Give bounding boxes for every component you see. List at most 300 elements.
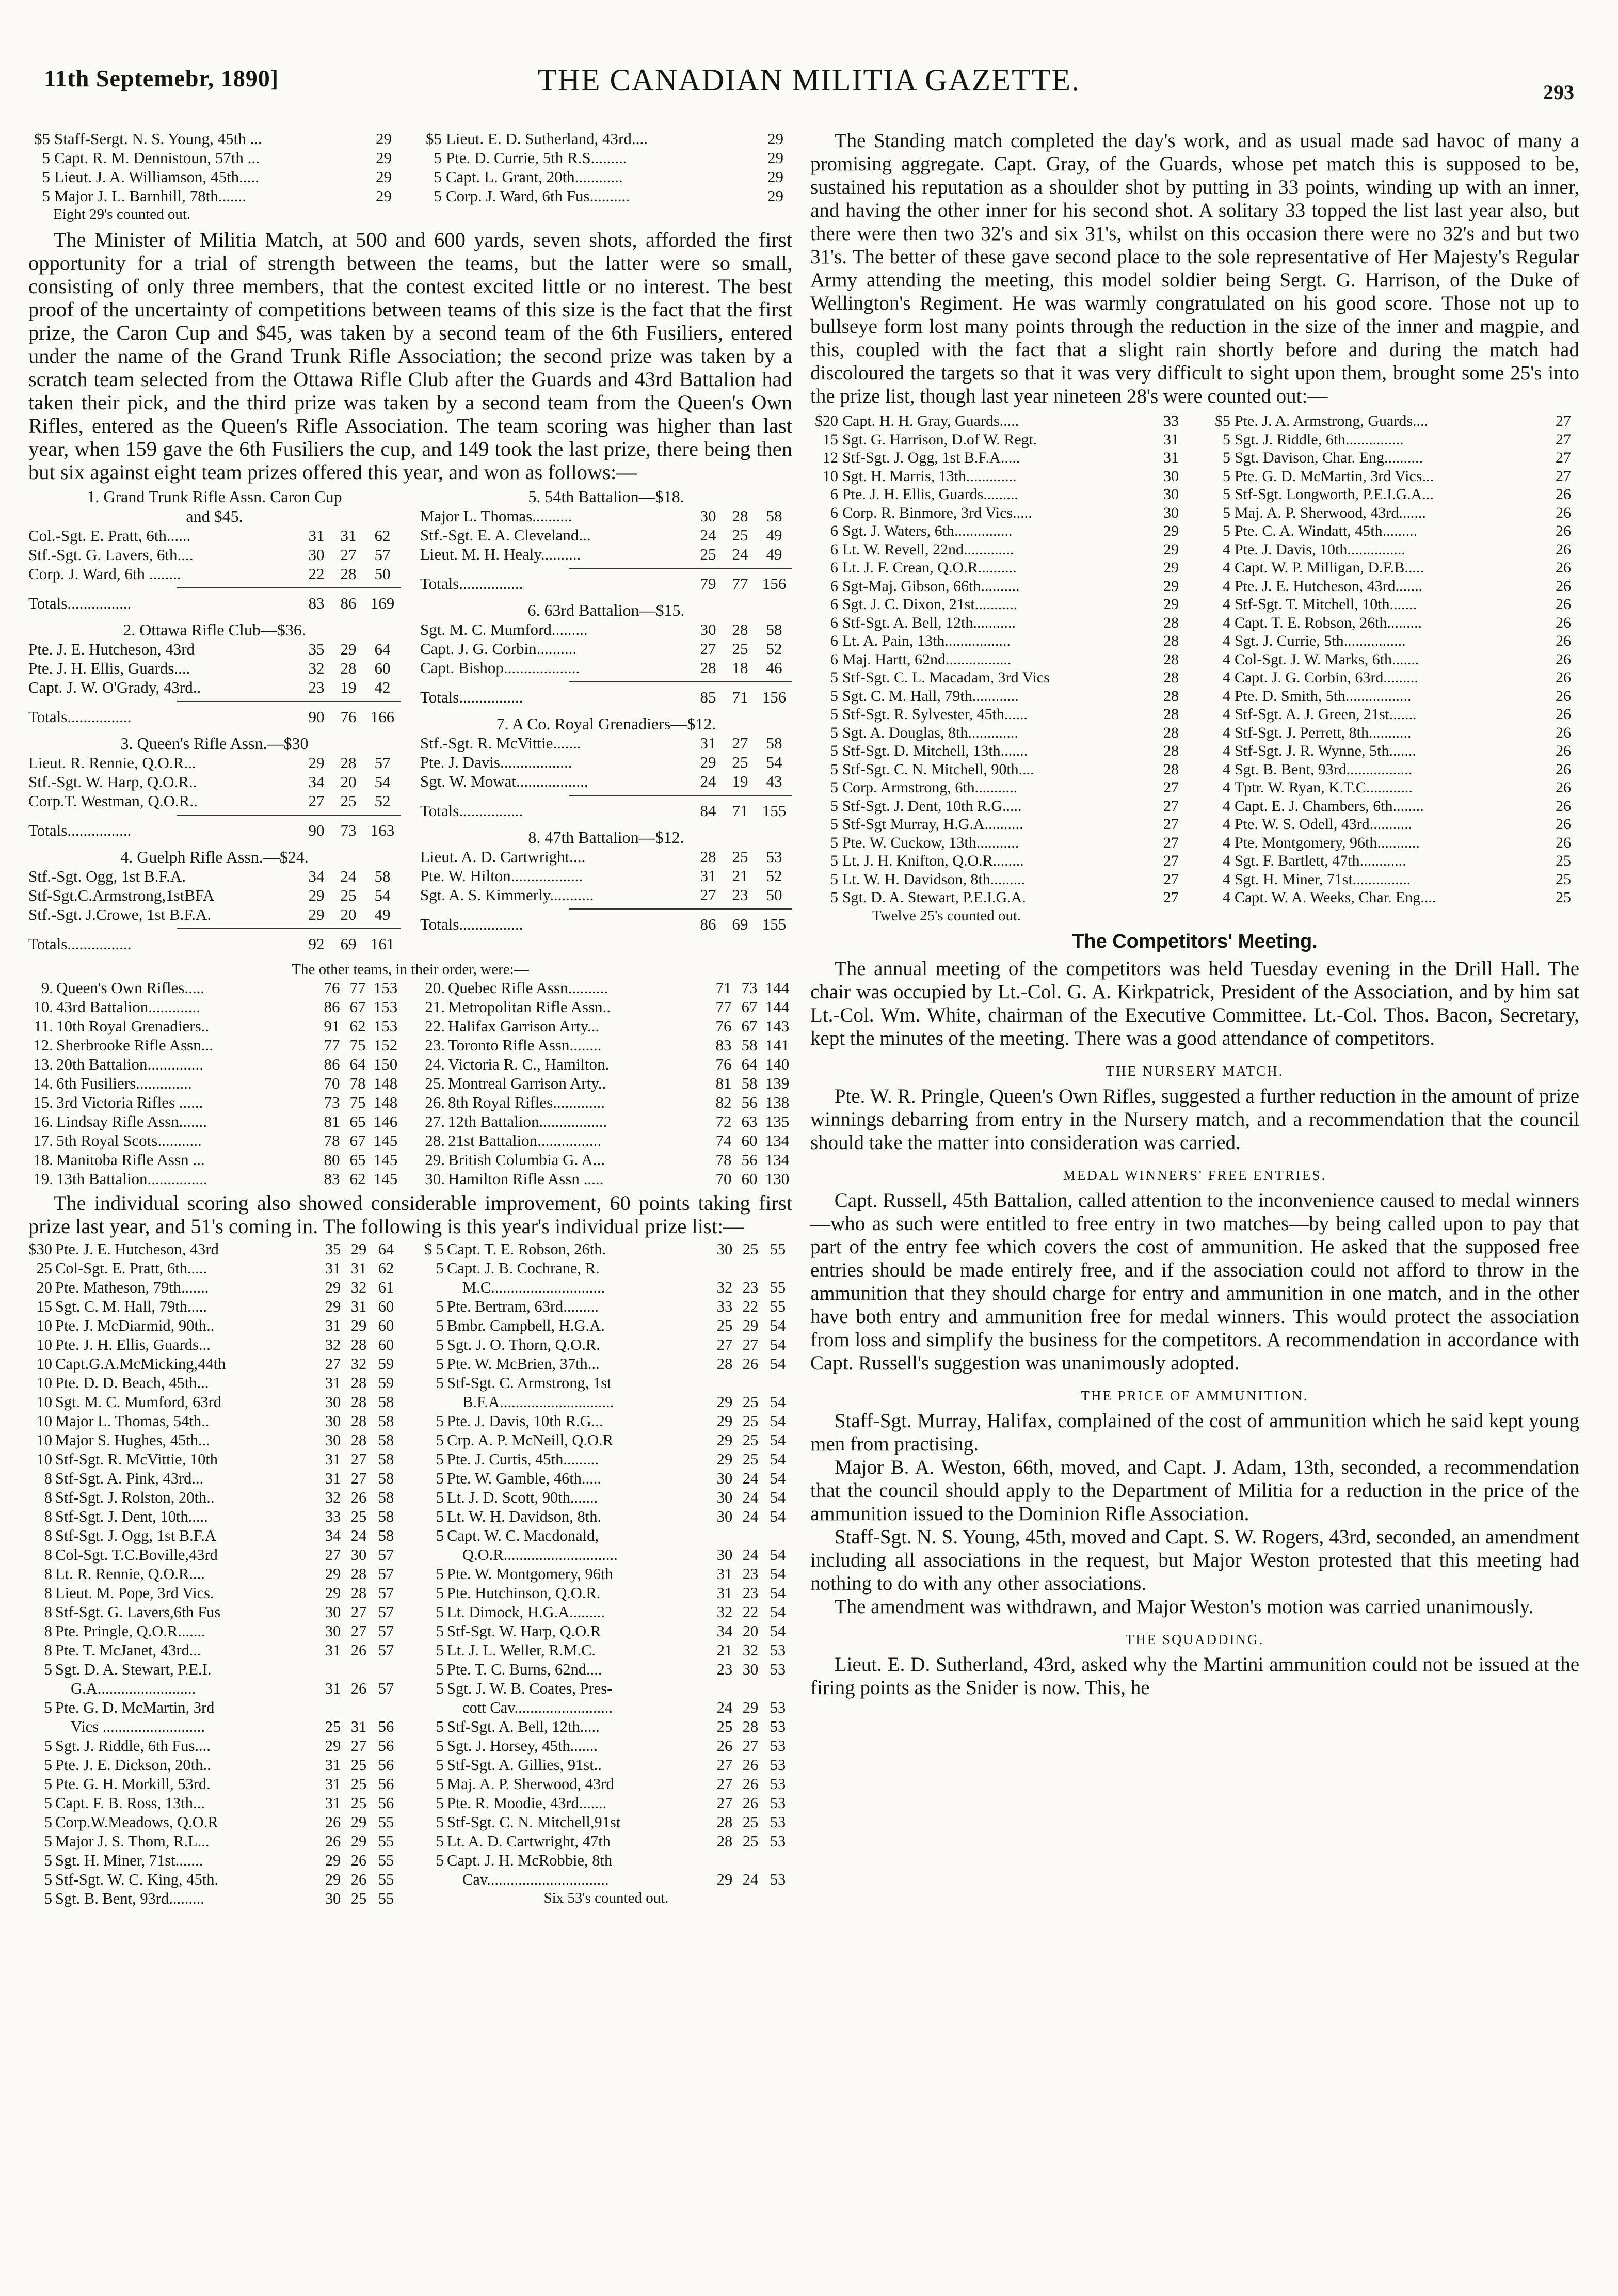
score-600: 24 xyxy=(742,1546,759,1564)
score-500: 27 xyxy=(700,640,716,658)
team-member-row xyxy=(420,885,792,904)
team-results-right xyxy=(420,487,792,961)
score-600: 25 xyxy=(732,526,748,544)
prize-row xyxy=(28,186,401,205)
score-600: 25 xyxy=(742,1813,759,1831)
score-500: 71 xyxy=(715,979,732,997)
score-total: 54 xyxy=(770,1622,786,1640)
standing-prize-row xyxy=(1203,595,1579,614)
score-500: 30 xyxy=(716,1546,733,1564)
competitor-name: Lt. J. D. Scott, 90th....... xyxy=(447,1489,598,1506)
prize-amount xyxy=(420,1278,447,1297)
score-total: 56 xyxy=(378,1794,394,1812)
team-rank: 20. xyxy=(425,979,445,997)
score-500: 30 xyxy=(700,620,716,639)
member-name: Lieut. R. Rennie, Q.O.R... xyxy=(28,754,196,772)
competitor-name: Corp. R. Binmore, 3rd Vics..... xyxy=(842,504,1032,521)
score-total: 54 xyxy=(770,1584,786,1602)
score-600: 31 xyxy=(350,1298,367,1315)
individual-prize-row xyxy=(28,1851,401,1870)
individual-prize-row xyxy=(420,1851,792,1870)
team-member-row xyxy=(28,640,401,659)
score-total: 64 xyxy=(378,1240,394,1258)
team-member-row xyxy=(420,525,792,545)
score-500: 29 xyxy=(716,1871,733,1888)
prize-amount: 4 xyxy=(1223,816,1230,833)
team-title: 2. Ottawa Rifle Club—$36. xyxy=(123,620,306,639)
score-total: 49 xyxy=(766,545,782,563)
individual-prize-row xyxy=(28,1736,401,1756)
score-total: 55 xyxy=(378,1852,394,1869)
score-600: 28 xyxy=(350,1584,367,1602)
score-500: 31 xyxy=(325,1794,341,1812)
score-500: 91 xyxy=(324,1017,340,1035)
score-600: 25 xyxy=(350,1775,367,1793)
score: 26 xyxy=(1556,650,1571,668)
prize-amount: 5 xyxy=(436,1775,444,1793)
competitor-name: Pte. J. E. Dickson, 20th.. xyxy=(55,1756,211,1774)
score-600: 31 xyxy=(350,1259,367,1277)
competitor-name: Lt. A. Pain, 13th................. xyxy=(842,632,1011,649)
score-600: 58 xyxy=(741,1036,758,1054)
score-total: 52 xyxy=(374,792,391,810)
standing-match-paragraph: The Standing match completed the day's work, and as usual made sad havoc of many a promising aggregate. Capt. Gray, of the Guards, whose pet match this is supposed to be, sustained his reputation as a shoulder shot by putting in 33 points, winding up with an inner, and having the other inner for his second shot. A solitary 33 topped the list last year also, but there were then two 32's and six 31's, whilst on this occasion there were no 32's and but two 31's. The better of these gave second place to the sole representative of Her Majesty's Regular Army attending the meeting, this model soldier being Sergt. G. Harrison, of the Duke of Wellington's Regiment. He was warmly congratulated on his good score. Those not up to bullseye form lost many points through the reduction in the size of the inner and magpie, and this, coupled with the fact that a slight rain shortly before and during the match had discoloured the targets so that it was very difficult to sight upon them, brought some 25's into the prize list, though last year nineteen 28's were counted out:— xyxy=(810,130,1579,407)
score-total: 53 xyxy=(770,1832,786,1850)
score-600: 27 xyxy=(742,1737,759,1755)
score-500: 29 xyxy=(325,1852,341,1869)
competitor-name: M.C............................. xyxy=(462,1279,605,1296)
score: 26 xyxy=(1556,596,1571,613)
competitor-name: Cav............................... xyxy=(462,1871,609,1888)
individual-prize-row xyxy=(28,1393,401,1412)
prize-amount: 6 xyxy=(830,596,838,613)
score: 29 xyxy=(767,130,783,148)
score-500: 80 xyxy=(324,1151,340,1169)
team-rank: 16. xyxy=(33,1112,53,1130)
prize-amount: $ 5 xyxy=(424,1240,444,1258)
score-500: 31 xyxy=(325,1470,341,1487)
prize-amount: 10 xyxy=(36,1450,52,1468)
competitor-name: Sgt. J. Riddle, 6th............... xyxy=(1235,430,1404,448)
totals-rule xyxy=(569,908,792,910)
score-500: 82 xyxy=(715,1093,732,1111)
standing-prize-row xyxy=(1203,650,1579,669)
score-500: 29 xyxy=(325,1298,341,1315)
individual-prize-row xyxy=(28,1450,401,1469)
score-total: 57 xyxy=(374,546,391,564)
team-member-row xyxy=(28,659,401,678)
standing-prize-row xyxy=(810,485,1187,504)
total-600: 73 xyxy=(340,821,357,839)
prize-amount: 10 xyxy=(36,1355,52,1373)
team-member-row xyxy=(420,734,792,753)
individual-prize-row xyxy=(28,1526,401,1545)
score-500: 30 xyxy=(716,1508,733,1525)
individual-prize-row xyxy=(28,1469,401,1488)
competitor-name: Pte. J. H. Ellis, Guards......... xyxy=(842,486,1018,503)
team-rank: 11. xyxy=(34,1017,53,1035)
score-600 xyxy=(346,1698,372,1717)
prize-amount: 5 xyxy=(436,1661,444,1678)
total-500: 79 xyxy=(700,575,716,593)
competitor-name: Pte. G. H. Morkill, 53rd. xyxy=(55,1775,211,1793)
prize-amount: 6 xyxy=(830,504,838,521)
top-prize-list-right xyxy=(420,129,792,205)
prize-amount: $5 xyxy=(426,130,442,148)
team-title: 1. Grand Trunk Rifle Assn. Caron Cup xyxy=(87,487,342,506)
score-500: 23 xyxy=(716,1661,733,1678)
competitor-name: Capt. W. A. Weeks, Char. Eng.... xyxy=(1235,889,1436,906)
score-600: 29 xyxy=(340,640,357,658)
score-500: 28 xyxy=(716,1832,733,1850)
member-name: Stf.-Sgt. R. McVittie....... xyxy=(420,734,581,752)
score-600: 27 xyxy=(340,546,357,564)
score-600: 25 xyxy=(732,848,748,866)
team-standing-row xyxy=(420,1150,792,1169)
team-name: 12th Battalion................. xyxy=(448,1112,607,1130)
score-total: 54 xyxy=(770,1603,786,1621)
other-teams-table xyxy=(28,978,792,1188)
team-block xyxy=(28,847,401,953)
score-total: 54 xyxy=(770,1489,786,1506)
individual-prize-row xyxy=(28,1641,401,1660)
competitor-name: Corp.W.Meadows, Q.O.R xyxy=(55,1813,218,1831)
score-500: 25 xyxy=(716,1718,733,1735)
individual-prize-row xyxy=(28,1354,401,1374)
standing-prize-row xyxy=(1203,815,1579,834)
team-totals-row xyxy=(420,801,792,820)
prize-amount: 10 xyxy=(36,1336,52,1353)
total-sum: 155 xyxy=(762,802,787,820)
team-rank: 22. xyxy=(425,1017,445,1035)
score-total: 53 xyxy=(770,1641,786,1659)
minister-match-paragraph: The Minister of Militia Match, at 500 and 600 yards, seven shots, afforded the first opportunity for a trial of strength between the teams, but the latter were so small, consisting of only three members, that the contest excited little or no interest. The best proof of the uncertainty of competitions between teams of this size is the fact that the first prize, the Caron Cup and $45, was taken by a second team of the 6th Fusiliers, entered under the name of the Grand Trunk Rifle Association; the second prize was taken by a scratch team selected from the Ottawa Rifle Club after the Guards and 43rd Battalion had taken their pick, and the third prize was taken by a second team from the Queen's Own Rifles, entered as the Queen's Rifle Association. The team scoring was higher than last year, when 159 gave the 6th Fusiliers the cup, and 149 took the last prize, there being then but six against eight team prizes offered this year, and won as follows:— xyxy=(28,228,792,484)
member-name: Corp. J. Ward, 6th ........ xyxy=(28,565,181,583)
score-total: 59 xyxy=(378,1374,394,1392)
score-total: 54 xyxy=(770,1508,786,1525)
nursery-paragraph: Pte. W. R. Pringle, Queen's Own Rifles, suggested a further reduction in the amount of prize winnings debarring from entry in the Nursery match, and a recommendation that the council should take the matter into consideration was carried. xyxy=(810,1085,1579,1154)
individual-prize-row xyxy=(420,1354,792,1374)
prize-amount: 5 xyxy=(830,779,838,796)
prize-amount: 5 xyxy=(42,168,50,186)
score-total: 57 xyxy=(378,1641,394,1659)
individual-prize-row xyxy=(420,1698,792,1717)
score-500: 24 xyxy=(700,526,716,544)
prize-amount: 8 xyxy=(44,1622,52,1640)
score-total: 58 xyxy=(378,1470,394,1487)
competitor-name: Pte. G. D. McMartin, 3rd Vics... xyxy=(1235,467,1434,485)
prize-amount: 5 xyxy=(44,1775,52,1793)
individual-prize-row xyxy=(420,1469,792,1488)
team-totals-row xyxy=(28,821,401,840)
team-rank: 19. xyxy=(33,1170,53,1188)
member-name: Col.-Sgt. E. Pratt, 6th...... xyxy=(28,527,191,545)
score-total: 139 xyxy=(765,1074,790,1092)
score-500: 81 xyxy=(324,1112,340,1130)
standing-prize-row xyxy=(1203,687,1579,706)
prize-amount: 5 xyxy=(436,1508,444,1525)
standing-list-right xyxy=(1203,412,1579,907)
score-total: 145 xyxy=(373,1151,398,1169)
prize-row xyxy=(28,167,401,186)
team-rank: 17. xyxy=(33,1131,53,1150)
prize-amount: 5 xyxy=(436,1852,444,1869)
score-600: 22 xyxy=(742,1298,759,1315)
score-total: 53 xyxy=(766,848,782,866)
competitor-name: Sgt. H. Miner, 71st....... xyxy=(55,1852,203,1869)
prize-amount: 5 xyxy=(436,1298,444,1315)
standing-prize-row xyxy=(1203,797,1579,816)
individual-prize-row xyxy=(28,1756,401,1775)
score-600: 77 xyxy=(349,979,366,997)
score-600: 26 xyxy=(350,1680,367,1697)
score-500 xyxy=(712,1374,738,1393)
competitor-name: Lt. W. H. Davidson, 8th......... xyxy=(842,870,1026,888)
score-total: 60 xyxy=(378,1298,394,1315)
member-name: Capt. J. G. Corbin.......... xyxy=(420,640,577,658)
member-name: Stf.-Sgt. Ogg, 1st B.F.A. xyxy=(28,867,186,885)
score-600: 63 xyxy=(741,1112,758,1130)
score-500: 83 xyxy=(324,1170,340,1188)
score-500: 28 xyxy=(700,659,716,677)
score-600: 26 xyxy=(742,1794,759,1812)
score-500: 28 xyxy=(700,848,716,866)
score-600 xyxy=(738,1374,763,1393)
member-name: Lieut. M. H. Healy.......... xyxy=(420,545,581,563)
standing-match-list xyxy=(810,412,1579,907)
score-500: 31 xyxy=(308,527,325,545)
score-500: 70 xyxy=(324,1074,340,1092)
score-total: 64 xyxy=(374,640,391,658)
competitor-name: Major L. Thomas, 54th.. xyxy=(55,1412,210,1430)
score-total: 60 xyxy=(378,1317,394,1334)
competitor-name: Sgt. J. Waters, 6th............... xyxy=(842,522,1013,539)
competitor-name: Pte. T. McJanet, 43rd... xyxy=(55,1641,201,1659)
score-total: 58 xyxy=(378,1489,394,1506)
score-600: 25 xyxy=(340,886,357,904)
score-500: 29 xyxy=(700,753,716,771)
prize-amount: 8 xyxy=(44,1546,52,1564)
score-500: 28 xyxy=(716,1813,733,1831)
score-600: 56 xyxy=(741,1151,758,1169)
score: 29 xyxy=(767,187,783,205)
standing-prize-row xyxy=(1203,705,1579,724)
standing-prize-row xyxy=(810,559,1187,577)
competitor-name: Vics .......................... xyxy=(71,1718,205,1735)
competitor-name: Stf-Sgt. J. R. Wynne, 5th....... xyxy=(1235,742,1416,759)
prize-amount: 5 xyxy=(44,1813,52,1831)
score: 27 xyxy=(1556,467,1571,485)
prize-amount: 5 xyxy=(830,742,838,759)
score-total: 54 xyxy=(770,1317,786,1334)
team-standing-row xyxy=(420,1074,792,1093)
team-title-cont: and $45. xyxy=(186,507,243,525)
score-500: 81 xyxy=(715,1074,732,1092)
score-600: 27 xyxy=(350,1737,367,1755)
score-total: 46 xyxy=(766,659,782,677)
team-standing-row xyxy=(420,1016,792,1035)
score-600: 25 xyxy=(742,1412,759,1430)
score-500: 27 xyxy=(716,1336,733,1353)
score-600: 27 xyxy=(732,734,748,752)
score-600: 25 xyxy=(350,1794,367,1812)
score-500: 31 xyxy=(325,1680,341,1697)
team-standing-row xyxy=(28,1016,401,1035)
team-rank: 30. xyxy=(425,1170,445,1188)
individual-prize-row xyxy=(420,1526,792,1545)
score-total: 49 xyxy=(766,526,782,544)
score-600: 24 xyxy=(340,867,357,885)
competitor-name: Stf-Sgt. G. Lavers,6th Fus xyxy=(55,1603,221,1621)
standing-prize-row xyxy=(1203,614,1579,632)
team-standing-row xyxy=(420,1093,792,1112)
competitor-name: Corp. J. Ward, 6th Fus.......... xyxy=(446,187,630,205)
team-block xyxy=(28,620,401,726)
totals-rule xyxy=(569,681,792,682)
score: 26 xyxy=(1556,706,1571,723)
team-standing-row xyxy=(28,1093,401,1112)
team-name: Victoria R. C., Hamilton. xyxy=(448,1055,610,1073)
score: 26 xyxy=(1556,834,1571,851)
competitor-name: Lieut. E. D. Sutherland, 43rd.... xyxy=(446,130,648,148)
competitor-name: Maj. A. P. Sherwood, 43rd....... xyxy=(1235,504,1426,521)
score-500: 29 xyxy=(716,1412,733,1430)
team-name: 21st Battalion................ xyxy=(448,1131,602,1150)
individual-prize-row xyxy=(420,1794,792,1813)
standing-prize-row xyxy=(810,834,1187,852)
score-total: 56 xyxy=(378,1718,394,1735)
competitor-name: Staff-Sergt. N. S. Young, 45th ... xyxy=(54,130,262,148)
score-500: 30 xyxy=(325,1431,341,1449)
team-member-row xyxy=(420,772,792,791)
score: 29 xyxy=(1163,559,1179,576)
score-600: 25 xyxy=(350,1756,367,1774)
prize-amount: 4 xyxy=(1223,724,1230,741)
individual-prize-row xyxy=(420,1545,792,1565)
total-600: 86 xyxy=(340,594,357,612)
score-500: 30 xyxy=(308,546,325,564)
score-600: 20 xyxy=(340,905,357,923)
score-500: 27 xyxy=(325,1546,341,1564)
team-member-row xyxy=(420,620,792,639)
individual-prize-row xyxy=(28,1297,401,1316)
score-600: 25 xyxy=(742,1393,759,1411)
score: 30 xyxy=(1163,467,1179,485)
team-name: 13th Battalion............... xyxy=(56,1170,207,1188)
score-500: 29 xyxy=(325,1737,341,1755)
prize-amount xyxy=(28,1679,55,1698)
team-member-row xyxy=(420,866,792,885)
score-total: 145 xyxy=(373,1131,398,1150)
other-teams-right xyxy=(420,978,792,1188)
prize-amount: 4 xyxy=(1223,870,1230,888)
competitor-name: Lt. W. H. Davidson, 8th. xyxy=(447,1508,602,1525)
team-member-row xyxy=(28,791,401,810)
team-standing-row xyxy=(28,1035,401,1055)
standing-prize-row xyxy=(810,668,1187,687)
competitor-name: Stf-Sgt Murray, H.G.A.......... xyxy=(842,816,1023,833)
competitor-name: Major S. Hughes, 45th... xyxy=(55,1431,210,1449)
team-name: 3rd Victoria Rifles ...... xyxy=(56,1093,203,1111)
score: 28 xyxy=(1163,706,1179,723)
score-500: 30 xyxy=(325,1622,341,1640)
standing-prize-row xyxy=(810,778,1187,797)
prize-amount: 4 xyxy=(1223,650,1230,668)
standing-prize-row xyxy=(810,742,1187,760)
score-total: 42 xyxy=(374,678,391,696)
score-600: 25 xyxy=(350,1890,367,1907)
score-600: 23 xyxy=(742,1584,759,1602)
team-member-row xyxy=(28,678,401,697)
standing-prize-row xyxy=(810,724,1187,742)
competitor-name: Col-Sgt. J. W. Marks, 6th....... xyxy=(1235,650,1419,668)
competitor-name: Stf-Sgt. A. Bell, 12th..... xyxy=(447,1718,600,1735)
score-total: 56 xyxy=(378,1737,394,1755)
prize-amount: 5 xyxy=(436,1355,444,1373)
score-600: 28 xyxy=(350,1393,367,1411)
score-total xyxy=(763,1851,792,1870)
prize-amount: 4 xyxy=(1223,760,1230,778)
score-500: 34 xyxy=(308,773,325,791)
prize-amount: 5 xyxy=(436,1680,444,1697)
competitor-name: Sgt-Maj. Gibson, 66th.......... xyxy=(842,577,1020,595)
prize-amount: 5 xyxy=(436,1737,444,1755)
individual-prize-row xyxy=(28,1660,401,1679)
prize-row xyxy=(420,186,792,205)
medal-winners-paragraph: Capt. Russell, 45th Battalion, called attention to the inconvenience caused to medal winners—who as such were entitled to free entry in two matches—by being called upon to pay that part of the entry fee which covers the cost of ammunition. He asked that the supposed free entries should be made entirely free, and if the association could not afford to throw in the ammunition that they should charge for entry and ammunition in one match, and in the other have both entry and ammunition free for medal winners. This would protect the association from loss and simplify the business for the competitors. A recommendation in accordance with Capt. Russell's suggestion was unanimously adopted. xyxy=(810,1189,1579,1374)
individual-prize-row xyxy=(420,1775,792,1794)
prize-row xyxy=(28,148,401,167)
prize-amount: 5 xyxy=(42,187,50,205)
totals-rule xyxy=(177,815,401,816)
total-500: 84 xyxy=(700,802,716,820)
prize-amount: 25 xyxy=(36,1259,52,1277)
total-sum: 156 xyxy=(762,688,787,706)
prize-amount: 5 xyxy=(436,1527,444,1544)
score: 28 xyxy=(1163,669,1179,686)
score: 27 xyxy=(1556,449,1571,466)
score: 29 xyxy=(767,149,783,167)
competitor-name: Stf-Sgt. A. Gillies, 91st.. xyxy=(447,1756,602,1774)
prize-amount: 5 xyxy=(830,669,838,686)
score-500: 31 xyxy=(716,1584,733,1602)
standing-prize-row xyxy=(810,614,1187,632)
individual-prize-row xyxy=(420,1756,792,1775)
score-600: 28 xyxy=(340,565,357,583)
score-500: 77 xyxy=(715,998,732,1016)
team-name: 43rd Battalion............. xyxy=(56,998,200,1016)
team-results xyxy=(28,487,792,961)
individual-prize-row xyxy=(28,1622,401,1641)
score: 26 xyxy=(1556,632,1571,649)
competitor-name: Pte. D. Currie, 5th R.S......... xyxy=(446,149,627,167)
score: 26 xyxy=(1556,687,1571,705)
score-500: 76 xyxy=(324,979,340,997)
team-member-row xyxy=(28,867,401,886)
score: 28 xyxy=(1163,614,1179,631)
score-total: 50 xyxy=(766,886,782,904)
prize-amount: 4 xyxy=(1223,834,1230,851)
score-500: 34 xyxy=(308,867,325,885)
team-name: Quebec Rifle Assn.......... xyxy=(448,979,608,997)
individual-prize-row xyxy=(420,1565,792,1584)
score-total: 52 xyxy=(766,867,782,885)
score-500 xyxy=(712,1259,738,1278)
team-standing-row xyxy=(420,1055,792,1074)
score-600: 64 xyxy=(349,1055,366,1073)
prize-amount: 5 xyxy=(436,1794,444,1812)
standing-prize-row xyxy=(1203,504,1579,522)
